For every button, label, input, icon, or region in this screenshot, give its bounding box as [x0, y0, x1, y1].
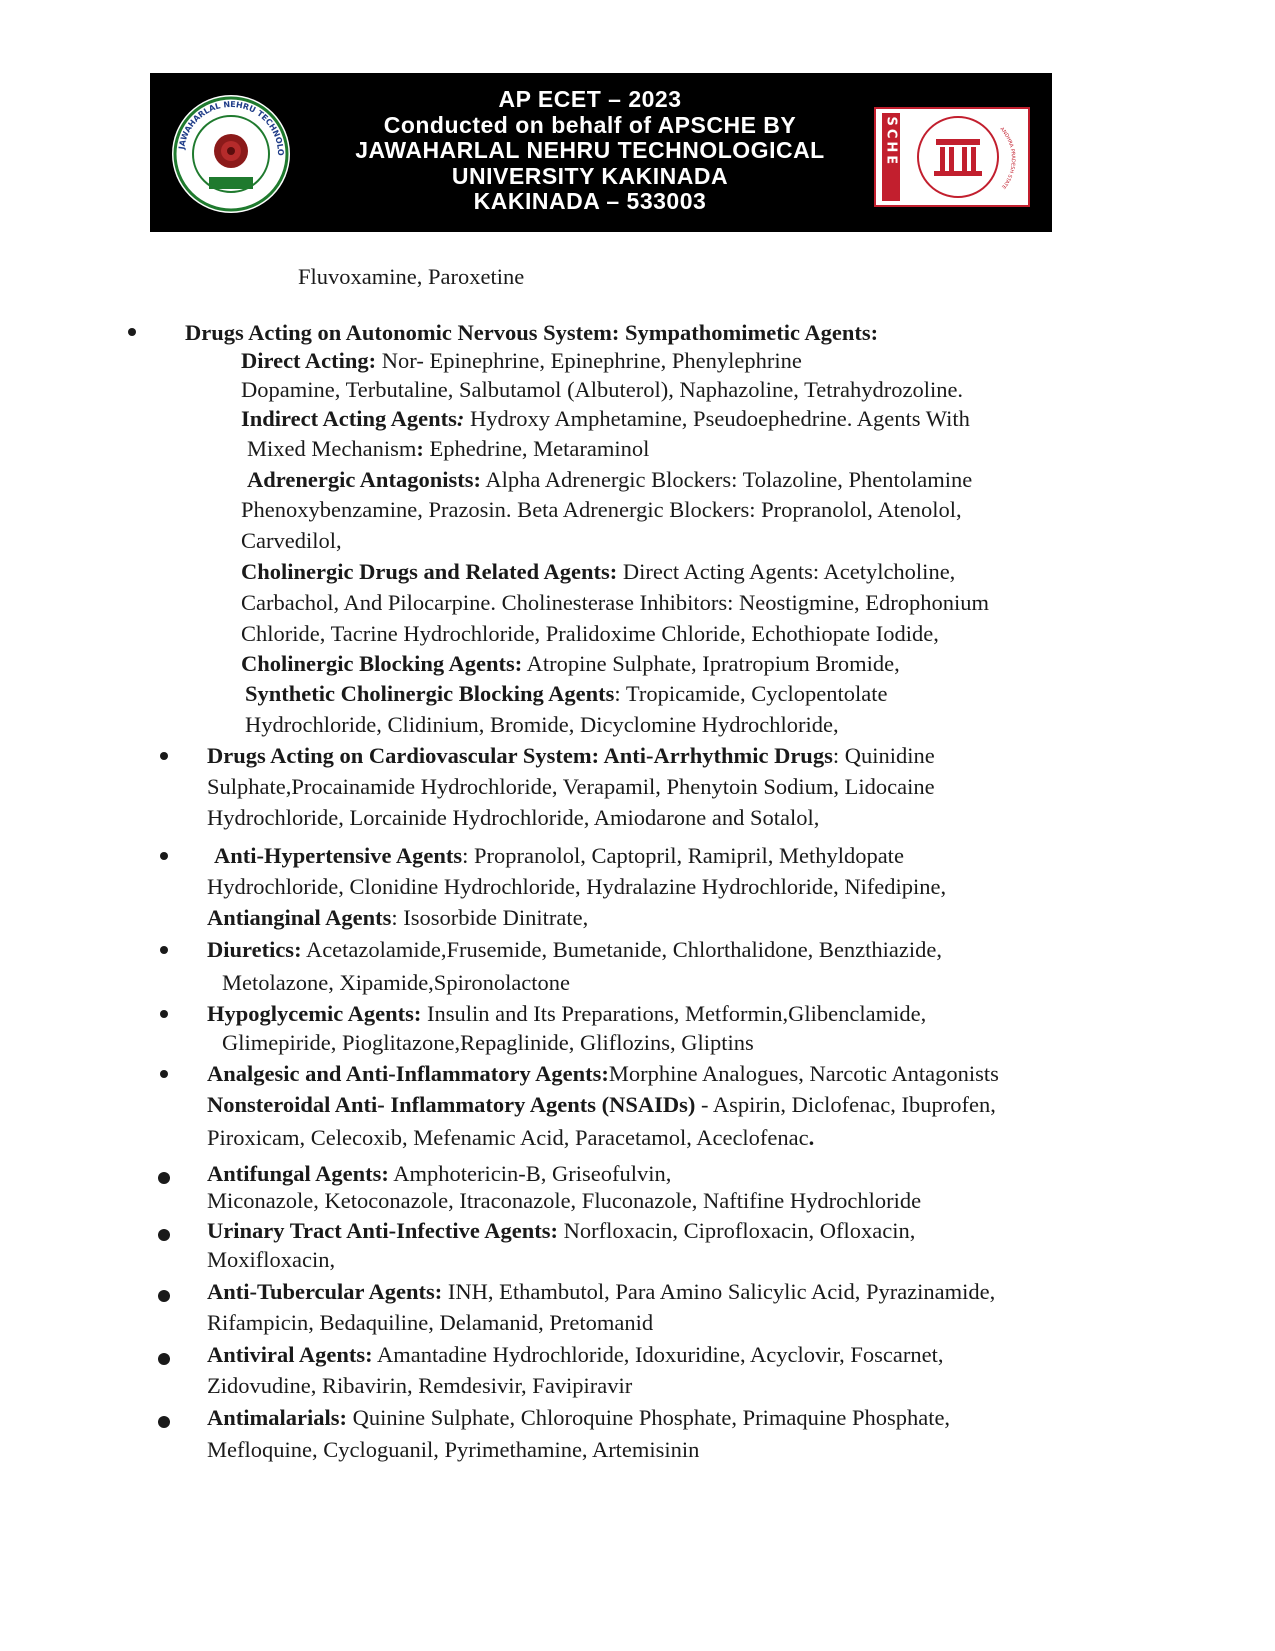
nsaid-label: Nonsteroidal Anti- Inflammatory Agents (NSAIDs): [207, 1092, 696, 1117]
antihypertensive-text-1: : Propranolol, Captopril, Ramipril, Methyldopate: [462, 843, 904, 868]
analgesic-label: Analgesic and Anti-Inflammatory Agents:: [207, 1061, 609, 1086]
analgesic-line-3: [207, 1125, 814, 1151]
antitb-line-2: Rifampicin, Bedaquiline, Delamanid, Pretomanid: [207, 1310, 654, 1335]
indirect-colon: :: [456, 406, 465, 431]
bullet: [158, 1290, 170, 1302]
ans-blocking-line: [241, 651, 900, 677]
ans-mixed-line: [247, 436, 649, 462]
diuretics-text-1: Acetazolamide,Frusemide, Bumetanide, Chlorthalidone, Benzthiazide,: [301, 937, 942, 962]
antimalarial-text-1: Quinine Sulphate, Chloroquine Phosphate, Primaquine Phosphate,: [347, 1405, 951, 1430]
mixed-colon: :: [416, 436, 424, 461]
ans-direct-line: [241, 348, 802, 374]
banner-line-4: UNIVERSITY KAKINADA: [451, 162, 729, 189]
cvs-text-1: : Quinidine: [832, 743, 935, 768]
cholinergic-text-1: Direct Acting Agents: Acetylcholine,: [617, 559, 956, 584]
antihypertensive-line-2: Hydrochloride, Clonidine Hydrochloride, Hydralazine Hydrochloride, Nifedipine,: [207, 874, 947, 899]
indirect-text-1: Hydroxy Amphetamine, Pseudoephedrine. Agents With: [464, 406, 970, 431]
bullet: [160, 852, 168, 860]
bullet: [158, 1353, 170, 1365]
antitb-text-1: INH, Ethambutol, Para Amino Salicylic Acid, Pyrazinamide,: [442, 1279, 996, 1304]
antimalarial-line-1: [207, 1405, 950, 1431]
analgesic-line-1: [207, 1061, 999, 1087]
mixed-text-2: Ephedrine, Metaraminol: [423, 436, 650, 461]
ans-synthetic-line-2: Hydrochloride, Clidinium, Bromide, Dicyclomine Hydrochloride,: [245, 712, 839, 737]
cvs-line-3: Hydrochloride, Lorcainide Hydrochloride, Amiodarone and Sotalol,: [207, 805, 820, 830]
analgesic-text-3: Piroxicam, Celecoxib, Mefenamic Acid, Paracetamol, Aceclofenac: [207, 1125, 809, 1150]
synthetic-label: Synthetic Cholinergic Blocking Agents: [245, 681, 615, 706]
antianginal-text: : Isosorbide Dinitrate,: [391, 905, 589, 930]
antiviral-line-2: Zidovudine, Ribavirin, Remdesivir, Favipiravir: [207, 1373, 633, 1398]
ans-adrenergic-line-3: Carvedilol,: [241, 528, 342, 553]
bullet: [158, 1416, 170, 1428]
cvs-line-2: Sulphate,Procainamide Hydrochloride, Verapamil, Phenytoin Sodium, Lidocaine: [207, 774, 935, 799]
direct-label: Direct Acting:: [241, 348, 377, 373]
urinary-label: Urinary Tract Anti-Infective Agents:: [207, 1218, 558, 1243]
banner-line-2: Conducted on behalf of APSCHE BY: [383, 111, 797, 138]
banner-line-5: KAKINADA – 533003: [473, 188, 707, 214]
antianginal-label: Antianginal Agents: [207, 905, 392, 930]
antiviral-label: Antiviral Agents:: [207, 1342, 373, 1367]
mixed-text-1: Mixed Mechanism: [247, 436, 417, 461]
antifungal-line-1: [207, 1161, 671, 1187]
intro-line: Fluvoxamine, Paroxetine: [298, 264, 525, 289]
ans-title: [185, 320, 878, 346]
urinary-line-2: Moxifloxacin,: [207, 1247, 336, 1272]
bullet: [158, 1229, 170, 1241]
blocking-label: Cholinergic Blocking Agents:: [241, 651, 523, 676]
antihypertensive-label: Anti-Hypertensive Agents: [214, 843, 463, 868]
cvs-line-1: [207, 743, 935, 769]
ans-adrenergic-line: [247, 467, 972, 493]
antifungal-text-1: Amphotericin-B, Griseofulvin,: [388, 1161, 672, 1186]
antitb-label: Anti-Tubercular Agents:: [207, 1279, 443, 1304]
banner-line-3: JAWAHARLAL NEHRU TECHNOLOGICAL: [355, 137, 825, 163]
ans-title-text: Drugs Acting on Autonomic Nervous System: Sympathomimetic Agents:: [185, 320, 879, 345]
urinary-line-1: [207, 1218, 915, 1244]
indirect-label: Indirect Acting Agents: [241, 406, 457, 431]
diuretics-line-1: [207, 937, 942, 963]
direct-text-1: Nor- Epinephrine, Epinephrine, Phenylephrine: [376, 348, 802, 373]
synthetic-text-1: : Tropicamide, Cyclopentolate: [614, 681, 888, 706]
ans-adrenergic-line-2: Phenoxybenzamine, Prazosin. Beta Adrenergic Blockers: Propranolol, Atenolol,: [241, 497, 962, 522]
hypoglycemic-label: Hypoglycemic Agents:: [207, 1001, 422, 1026]
diuretics-line-2: Metolazone, Xipamide,Spironolactone: [222, 970, 571, 995]
bullet: [160, 1010, 168, 1018]
antianginal-line: [207, 905, 588, 931]
diuretics-label: Diuretics:: [207, 937, 302, 962]
urinary-text-1: Norfloxacin, Ciprofloxacin, Ofloxacin,: [557, 1218, 916, 1243]
antiviral-text-1: Amantadine Hydrochloride, Idoxuridine, Acyclovir, Foscarnet,: [372, 1342, 944, 1367]
banner-line-1: AP ECET – 2023: [498, 86, 682, 112]
bullet: [160, 752, 168, 760]
ans-indirect-line: [241, 406, 970, 432]
bullet: [128, 328, 136, 336]
bullet: [160, 946, 168, 954]
adrenergic-label: Adrenergic Antagonists:: [247, 467, 481, 492]
ans-synthetic-line: [245, 681, 888, 707]
hypoglycemic-line-2: Glimepiride, Pioglitazone,Repaglinide, Gliflozins, Gliptins: [222, 1030, 754, 1055]
antimalarial-label: Antimalarials:: [207, 1405, 347, 1430]
analgesic-text-1: Morphine Analogues, Narcotic Antagonists: [608, 1061, 999, 1086]
ans-direct-line-2: Dopamine, Terbutaline, Salbutamol (Albuterol), Naphazoline, Tetrahydrozoline.: [241, 377, 964, 402]
cvs-label: Drugs Acting on Cardiovascular System: Anti-Arrhythmic Drugs: [207, 743, 833, 768]
apsche-circle-text: ANDHRA PRADESH STATE: [998, 126, 1016, 190]
nsaid-line: [207, 1092, 996, 1118]
antitb-line-1: [207, 1279, 995, 1305]
seal-text: JAWAHARLAL NEHRU TECHNOLO: [177, 99, 286, 156]
adrenergic-text-1: Alpha Adrenergic Blockers: Tolazoline, Phentolamine: [480, 467, 973, 492]
ans-cholinergic-line-2: Carbachol, And Pilocarpine. Cholinesterase Inhibitors: Neostigmine, Edrophonium: [241, 590, 989, 615]
antifungal-label: Antifungal Agents:: [207, 1161, 389, 1186]
antihypertensive-line-1: [214, 843, 904, 869]
ans-cholinergic-line-3: Chloride, Tacrine Hydrochloride, Pralidoxime Chloride, Echothiopate Iodide,: [241, 621, 939, 646]
bullet: [158, 1172, 170, 1184]
cholinergic-label: Cholinergic Drugs and Related Agents:: [241, 559, 618, 584]
nsaid-text: - Aspirin, Diclofenac, Ibuprofen,: [695, 1092, 996, 1117]
antiviral-line-1: [207, 1342, 943, 1368]
ans-cholinergic-line: [241, 559, 955, 585]
apsche-vertical-text: APSCHE: [883, 109, 899, 168]
bullet: [160, 1070, 168, 1078]
hypoglycemic-text-1: Insulin and Its Preparations, Metformin,Glibenclamide,: [421, 1001, 927, 1026]
hypoglycemic-line-1: [207, 1001, 926, 1027]
antimalarial-line-2: Mefloquine, Cycloguanil, Pyrimethamine, Artemisinin: [207, 1437, 700, 1462]
antifungal-line-2: Miconazole, Ketoconazole, Itraconazole, Fluconazole, Naftifine Hydrochloride: [207, 1188, 922, 1213]
analgesic-text-3-end: .: [808, 1125, 815, 1150]
blocking-text-1: Atropine Sulphate, Ipratropium Bromide,: [522, 651, 900, 676]
